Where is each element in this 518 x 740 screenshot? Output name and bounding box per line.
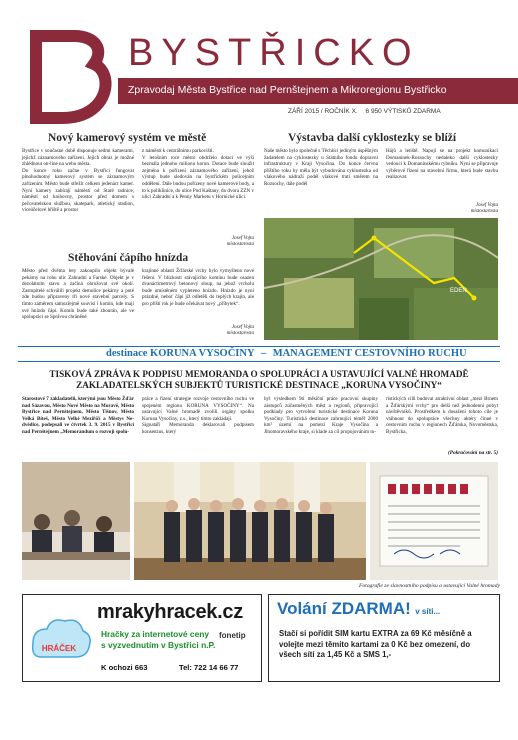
author-name: Josef Vojta <box>231 324 254 330</box>
author-role: místostarosta <box>470 208 498 215</box>
issue-info <box>288 108 441 115</box>
cycle-article-author <box>386 202 498 214</box>
camera-article-title: Nový kamerový systém ve městě <box>48 132 207 144</box>
ad-phone: Tel: 722 14 66 77 <box>179 663 239 672</box>
camera-article-author <box>142 235 254 247</box>
author-role: místostarosta <box>226 330 254 337</box>
continued-note: (Pokračování na str. 5) <box>447 450 498 456</box>
author-role: místostarosta <box>226 241 254 248</box>
ad-volani-zdarma[interactable] <box>268 594 500 682</box>
cycle-article-col2: Hájů a letiště. Napojí se na projekt komunikací Domanínek-Rozsochy nedaleko další cyklostezky vedoucí k Domanínskému rybníku. Nyní se připravuje výběrové řízení na stavební firmu, která bude stavbu realizovat. <box>386 148 498 181</box>
cycle-article-title: Výstavba další cyklostezky se blíží <box>288 132 457 144</box>
author-name: Josef Vojta <box>231 235 254 241</box>
memorandum-photo <box>370 462 498 580</box>
ad-headline-main: Volání ZDARMA! <box>277 599 411 618</box>
cycle-article-col1: Naše město bylo společně s Těchlící jediným úspěšným žadatelem na cyklostezky u Státního fondu dopravní infrastruktury v Kraji Vysočina. Do konce června příštího roku by měla být vybudována cyklostezka od vlakového nádraží podél vlakové trati směrem na Rozsochy, dále podél <box>264 148 378 187</box>
heron-article-col2: krajinné oblasti Žďárské vrchy bylo vymyšleno nové řešení. V blízkosti stávajícího komínu bude osazen dvanáctimetrový betonový sloup, na jehož vrcholu bude umístěném vypleteno hnízdo. Hnízdo je nyní prázdné, neboť čápi již odletěli do teplých krajin, ale pro příští rok je bude očekávat nový „příbytek“. <box>142 268 254 307</box>
fonetip-logo <box>219 631 246 647</box>
ad-headline-suffix: v síti... <box>415 607 441 616</box>
author-name: Josef Vojta <box>475 202 498 208</box>
masthead-subtitle: Zpravodaj Města Bystřice nad Pernštejnem a Mikroregionu Bystřicko <box>128 84 447 96</box>
group-photo <box>134 462 366 580</box>
destination-banner <box>18 346 500 362</box>
ad-line-1: Hračky za internetové ceny <box>101 629 209 639</box>
banner-management: MANAGEMENT CESTOVNÍHO RUCHU <box>272 348 467 359</box>
camera-article-col2: z náměstí k centrálnímu parkovišti. V letošním roce město obdrželo dotaci ve výši bezmála jednoho milionu korun. Dotace bude sloužit zejména k pořízení záznamového zařízení, jehož výstup bude sledován na bystřickém policejním oddělení. Dále budou pořízeny nové kamerové body, a to k poliklinice, do ulice Pod Kaštany, do dvora ZZN v ulici Zahradní a k Penny Marketu v Hornické ulici. <box>142 148 254 201</box>
destination-col4: ristických cílů budovat atraktivní oblast „mezi Brnem a Žďárskými vrchy“ pro delší než jednodenní pobyt návštěvníků. Prostředkem k dosažení tohoto cíle je vtáhnout do spolupráce všechny aktéry činné v cestovním ruchu v regionech Žďárska, Novoměstska, Bystřicka, <box>386 396 498 435</box>
signing-photo-table <box>22 462 130 580</box>
print-run: 6 950 VÝTISKŮ ZDARMA <box>365 108 441 115</box>
destination-col2: práce a řízení strategie rozvoje cestovního ruchu ve spojeném regionu KORUNA VYSOČINY“. Na ustavující Valné hromadě zvolili orgány spolku Koruna Vysočiny, z.s., který tímto zakládají. Signatáři Memoranda deklarovali podpisem konsenzus, který <box>142 396 254 435</box>
masthead-title: BYSTŘICKO <box>128 32 420 74</box>
camera-article-col1: Bystřice v současné době disponuje sedmi kamerami, jejichž záznamového zařízení. Jejich obraz je možné zhlédnout on-line na webu města. Do konce roku začne v Bystřici fungovat plnohodnotný kamerový systém se záznamovým zařízením. Město bude střežit celkem jedenáct kamer. Nyní kamery zabírají náměstí od Staré radnice, náměstí od knihovny, prostor před domem s pečovatelskou službou, skatepark, atletický stadion, víceúčelové hřiště a prostor <box>22 148 134 214</box>
banner-separator: – <box>260 348 267 359</box>
hracek-logo <box>27 609 91 669</box>
photo-caption: Fotografie ze slavnostního podpisu a ustavující Valné hromady <box>358 583 500 589</box>
ad-site-name[interactable]: mrakyhracek.cz <box>97 601 243 623</box>
destination-col3: byl výsledkem 9ti měsíční práce pracovní skupiny zástupců zúčastněných měst a regionů, připravující podklady pro vytvoření turistické destinace Koruna Vysočiny. Turistická destinace zahrnující téměř 2000 km² území na pomezí Kraje Vysočina a Jihomoravského kraje, si klade za cíl propojováním tu- <box>264 396 378 435</box>
cycle-route-aerial-map <box>264 218 498 340</box>
ad-headline <box>277 599 440 619</box>
heron-article-col1: Město před dvěma lety zakoupilo objekt bývalé pekárny na rohu ulic Zahradní a Farské. Objekt je v dezolátním stavu a začíná ohrožovat své okolí. Zastupitelé schválili projekt demolice pekárny a poté zde budou připraveny tři nové stavební parcely. S tímto záměrem samozřejmě souvisí i komín, kde mají své hnízdo čápi. Komín bude také zbourán, ale ve spolupráci se Správou chráněné <box>22 268 134 321</box>
heron-article-title: Stěhování čápího hnízda <box>68 252 189 264</box>
hracek-logo-text: HRÁČEK <box>41 644 77 653</box>
map-label: EDEN <box>450 288 467 294</box>
press-release-headline: TISKOVÁ ZPRÁVA K PODPISU MEMORANDA O SPOLUPRÁCI A USTAVUJÍCÍ VALNÉ HROMADĚ ZAKLADATELSKÝCH SUBJEKTŮ TURISTICKÉ DESTINACE „KORUNA VYSOČINY“ <box>49 369 469 390</box>
masthead <box>0 18 518 126</box>
issue-number: ZÁŘÍ 2015 / ROČNÍK X. <box>288 108 358 115</box>
ad-mrakyhracek[interactable] <box>22 594 262 682</box>
ad-body-text: Stačí si pořídit SIM kartu EXTRA za 69 Kč měsíčně a volejte mezi těmito kartami za 0 Kč bez omezení, do všech sítí za 1,45 Kč a SMS 1,- <box>279 629 472 659</box>
destination-col1: Starostové 7 zakladatelů, kterými jsou Město Žďár nad Sázavou, Město Nové Město na Moravě, Město Bystřice nad Pernštejnem, Město Tišnov, Město Velká Bíteš, Město Velké Meziříčí a Městys Nedvědice, podepsali ve čtvrtek 3. 9. 2015 v Bystřici nad Pernštejnem „Memorandum o rozvoji spolu- <box>22 396 134 435</box>
banner-destination: destinace KORUNA VYSOČINY <box>106 348 255 359</box>
ad-line-2: s vyzvednutím v Bystřici n.P. <box>101 640 216 650</box>
ad-address: K ochozi 663 <box>101 663 148 672</box>
heron-article-author <box>142 324 254 336</box>
fonetip-logo-text: fonetip <box>219 631 246 640</box>
bystricko-logo <box>22 28 118 124</box>
